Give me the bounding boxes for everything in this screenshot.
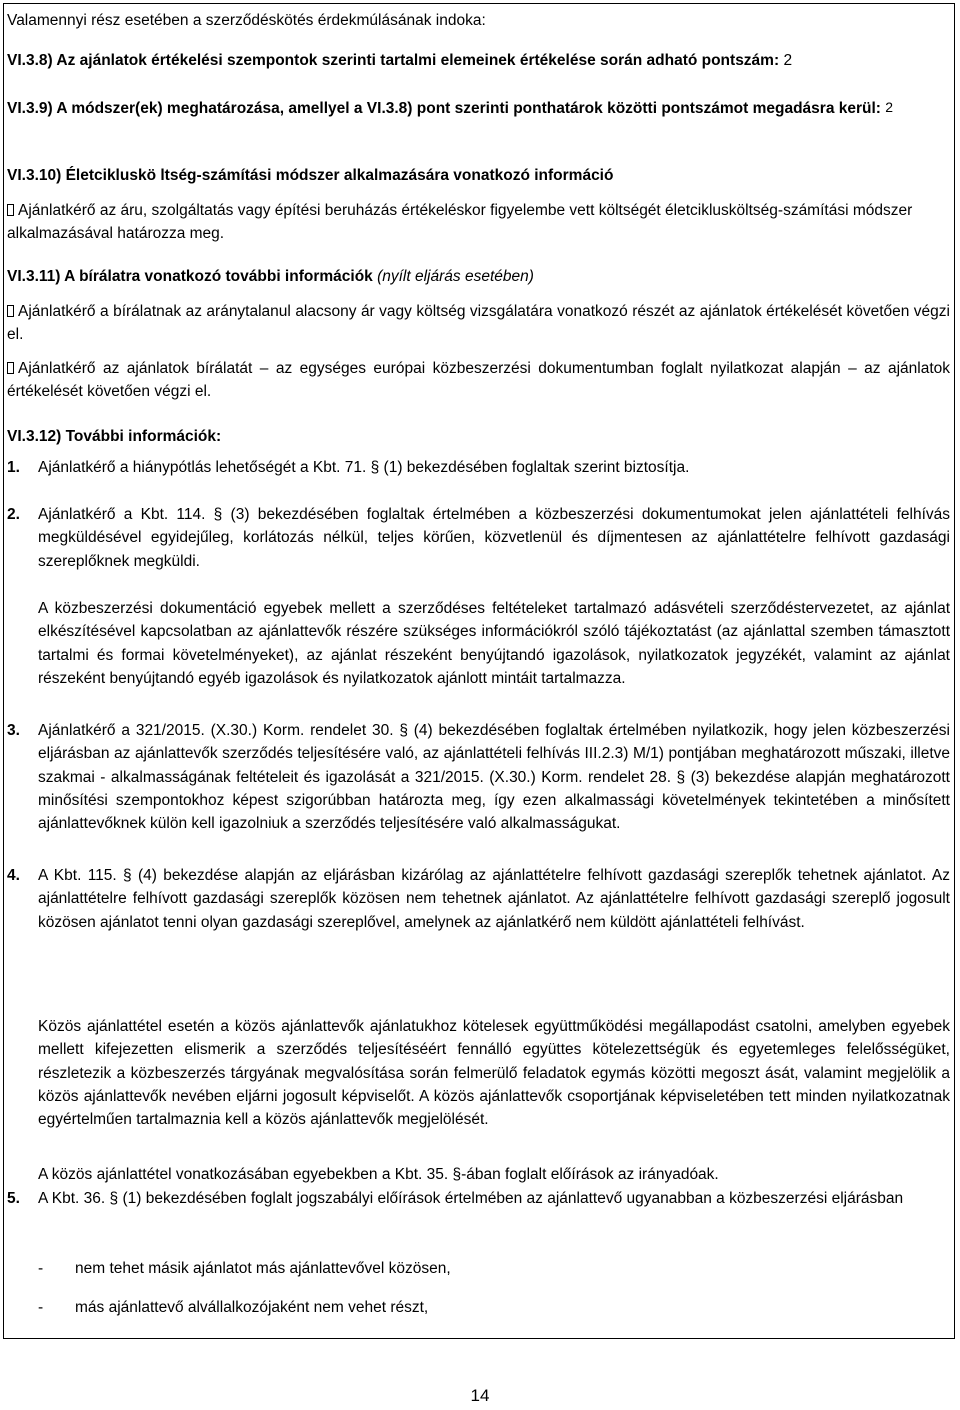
list-item-1: Ajánlatkérő a hiánypótlás lehetőségét a Kbt. 71. § (1) bekezdésében foglaltak szerint biztosítja. [38, 459, 690, 476]
dash-item: nem tehet másik ajánlatot más ajánlattevővel közösen, [75, 1260, 451, 1277]
vi311-heading: VI.3.11) A bírálatra vonatkozó további információk (nyílt eljárás esetében) [7, 268, 534, 285]
checkbox-icon [7, 204, 14, 216]
page-number: 14 [470, 1386, 490, 1405]
vi39-line: VI.3.9) A módszer(ek) meghatározása, amellyel a VI.3.8) pont szerinti ponthatárok közötti pontszámot megadásra kerül: 2 [7, 99, 894, 117]
list-number: 4. [7, 867, 20, 884]
list-item-2: Ajánlatkérő a Kbt. 114. § (3) bekezdésében foglaltak értelmében a közbeszerzési dokumentumokat jelen ajánlattételi felhívás megküldésével egyidejűleg, korlátozás nélkül, teljes körűen, közvetlenül és díjmentesen az ajánlattételre felhívott gazdasági szereplőknek megküldi. [38, 506, 950, 570]
list-item-2-para: A közbeszerzési dokumentáció egyebek mellett a szerződéses feltételeket tartalmazó adásvételi szerződéstervezetet, az ajánlat elkészítésével kapcsolatban az ajánlattevők részére szükséges információkról szóló tájékoztatást (az ajánlattal szemben támasztott tartalmi és formai követelményeket), az ajánlat részeként benyújtandó igazolások, nyilatkozatok jegyzékét, valamint az ajánlat részeként benyújtandó egyéb igazolások és nyilatkozatok ajánlott mintáit tartalmazza. [38, 600, 950, 687]
list-item-3: Ajánlatkérő a 321/2015. (X.30.) Korm. rendelet 30. § (4) bekezdésében foglaltak értelmében nyilatkozik, hogy jelen közbeszerzési eljárásban az ajánlattevők szerződés teljesítésére való, az ajánlattételi felhívás III.2.3) M/1) pontjában meghatározott műszaki, illetve szakmai - alkalmasságának feltételeit és igazolását a 321/2015. (X.30.) Korm. rendelet 28. § (3) bekezdése alapján meghatározott minősítési szempontokhoz képest szigorúbban határozta meg, így ezen alkalmassági követelmények tekintetében a minősített ajánlattevőknek külön kell igazolniuk a szerződés teljesítésére való alkalmasságukat. [38, 722, 950, 833]
list-item-4: A Kbt. 115. § (4) bekezdése alapján az eljárásban kizárólag az ajánlattételre felhívott gazdasági szereplők tehetnek ajánlatot. Az ajánlattételre felhívott gazdasági szereplők közösen nem tehetnek ajánlatot. Az ajánlattételre felhívott gazdasági szereplő jogosult közösen ajánlatot tenni olyan gazdasági szereplővel, amelynek az ajánlatkérő nem küldött ajánlattételi felhívást. [38, 867, 950, 931]
vi312-heading: VI.3.12) További információk: [7, 428, 222, 445]
checkbox-icon [7, 362, 14, 374]
vi38-line: VI.3.8) Az ajánlatok értékelési szempontok szerinti tartalmi elemeinek értékelése során adható pontszám: 2 [7, 52, 793, 69]
list-number: 3. [7, 722, 20, 739]
list-item-5: A Kbt. 36. § (1) bekezdésében foglalt jogszabályi előírások értelmében az ajánlattevő ugyanabban a közbeszerzési eljárásban [38, 1190, 904, 1207]
vi310-option: Ajánlatkérő az áru, szolgáltatás vagy építési beruházás értékeléskor figyelembe vett költségét életciklusköltség-számítási módszer alkalmazásával határozza meg. [7, 202, 913, 242]
list-number: 2. [7, 506, 20, 523]
list-number: 5. [7, 1190, 20, 1207]
list-number: 1. [7, 459, 20, 476]
section-intro: Valamennyi rész esetében a szerződéskötés érdekmúlásának indoka: [7, 12, 486, 29]
dash-bullet: - [38, 1260, 44, 1277]
vi310-heading: VI.3.10) Életcikluskö ltség-számítási módszer alkalmazására vonatkozó információ [7, 167, 614, 184]
list-item-4-para-2: A közös ajánlattétel vonatkozásában egyebekben a Kbt. 35. §-ában foglalt előírások az irányadóak. [38, 1166, 719, 1183]
vi311-option-1: Ajánlatkérő a bírálatnak az aránytalanul alacsony ár vagy költség vizsgálatára vonatkozó részét az ajánlatok értékelését követően végzi el. [7, 303, 950, 343]
vi311-option-2: Ajánlatkérő az ajánlatok bírálatát – az egységes európai közbeszerzési dokumentumban foglalt nyilatkozat alapján – az ajánlatok értékelését követően végzi el. [7, 360, 950, 400]
dash-item: más ajánlattevő alvállalkozójaként nem vehet részt, [75, 1299, 429, 1316]
checkbox-icon [7, 305, 14, 317]
list-item-4-para: Közös ajánlattétel esetén a közös ajánlattevők ajánlatukhoz kötelesek együttműködési megállapodást csatolni, amelyben egyebek mellett kifejezetten elismerik a szerződés teljesítéséért fennálló együttes kötelezettségük és egyetemleges felelősségüket, részletezik a közbeszerzés tárgyának megvalósítása során felmerülő feladatok egymás közötti megoszt ását, valamint megjelölik a közös ajánlattevők nevében eljárni jogosult képviselőt. A közös ajánlattevők csoportjának képviseletében tett minden nyilatkozatnak egyértelműen tartalmaznia kell a közös ajánlattevők megjelölését. [38, 1018, 950, 1129]
dash-bullet: - [38, 1299, 44, 1316]
